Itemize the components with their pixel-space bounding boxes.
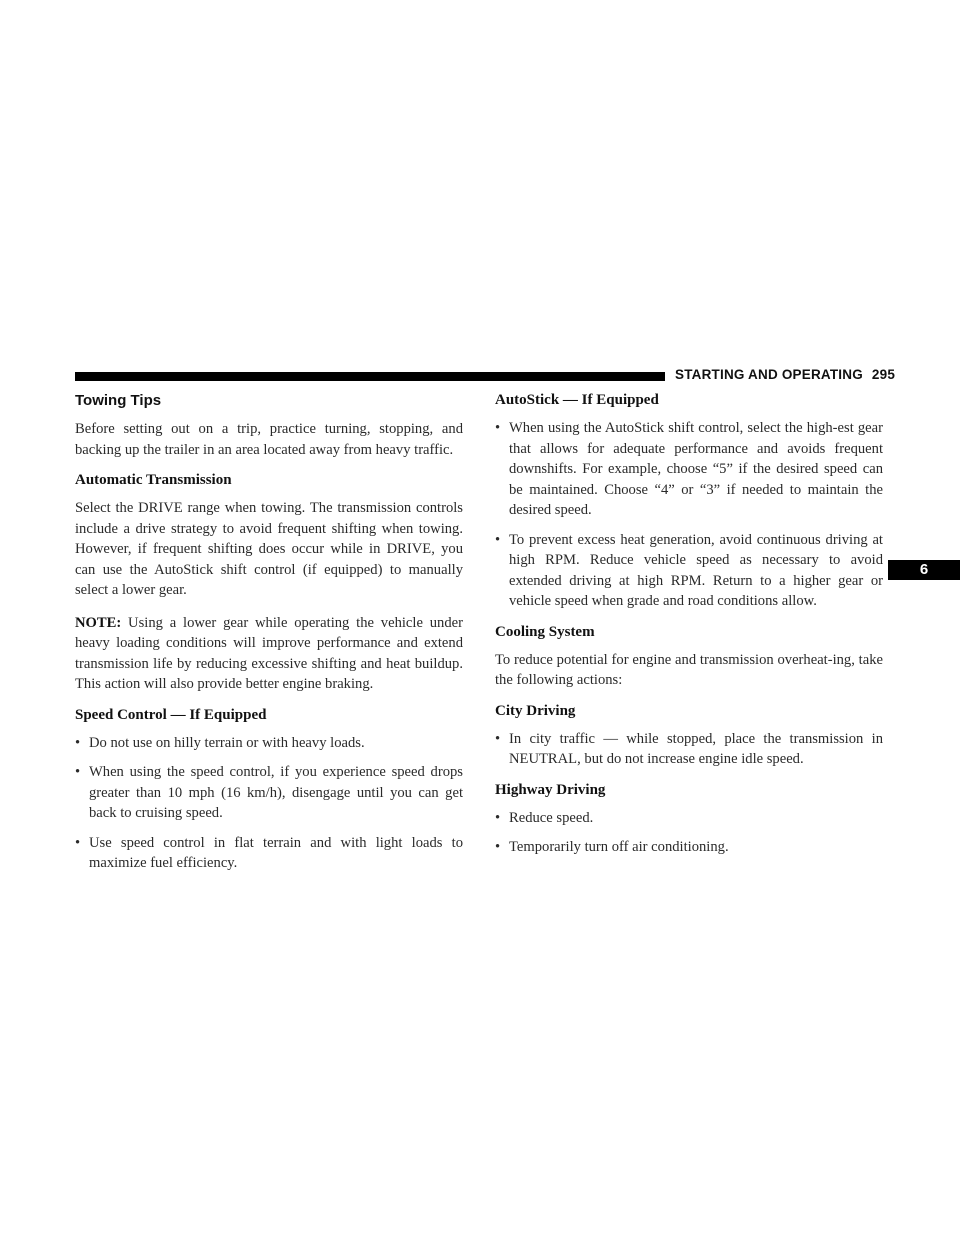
list-item: • When using the speed control, if you experience speed drops greater than 10 mph (16 km/h), disengage until you can get back to cruising speed. [75, 764, 463, 821]
chapter-tab: 6 [888, 560, 960, 580]
section-title: STARTING AND OPERATING [675, 367, 863, 382]
highway-driving-heading: Highway Driving [495, 781, 606, 798]
right-column [495, 392, 883, 870]
running-header [675, 367, 896, 382]
cooling-system-paragraph: To reduce potential for engine and transmission overheat-ing, take the following actions: [495, 651, 883, 688]
list-item: • In city traffic — while stopped, place the transmission in NEUTRAL, but do not increase engine idle speed. [495, 730, 883, 767]
autostick-heading: AutoStick — If Equipped [495, 392, 659, 408]
speed-control-list [75, 733, 463, 874]
list-item: • When using the AutoStick shift control, select the high-est gear that allows for adequate performance and avoids frequent downshifts. For example, choose “5” if the desired speed can be maintained. Choose “4” or “3” if needed to maintain the desired speed. [495, 420, 883, 518]
highway-driving-list [495, 808, 883, 858]
list-item: • To prevent excess heat generation, avoid continuous driving at high RPM. Reduce vehicle speed as necessary to avoid extended driving at high RPM. Return to a higher gear or vehicle speed when grade and road conditions allow. [495, 531, 883, 609]
speed-control-heading: Speed Control — If Equipped [75, 706, 267, 723]
note-paragraph [75, 613, 463, 695]
list-item: • Temporarily turn off air conditioning. [495, 839, 729, 855]
city-driving-heading: City Driving [495, 702, 576, 719]
list-item: • Use speed control in flat terrain and with light loads to maximize fuel efficiency. [75, 834, 463, 871]
automatic-transmission-heading: Automatic Transmission [75, 472, 232, 488]
towing-tips-heading: Towing Tips [75, 392, 162, 409]
automatic-transmission-paragraph: Select the DRIVE range when towing. The transmission controls include a drive strategy to avoid frequent shifting when towing. However, if frequent shifting does occur while in DRIVE, you can use the AutoStick shift control (if equipped) to manually select a lower gear. [75, 500, 463, 598]
city-driving-list [495, 729, 883, 770]
autostick-list [495, 418, 883, 612]
left-column [75, 392, 463, 886]
list-item: • Reduce speed. [495, 809, 594, 826]
header-rule [75, 372, 665, 381]
page-number: 295 [871, 367, 896, 382]
intro-paragraph: Before setting out on a trip, practice turning, stopping, and backing up the trailer in an area located away from heavy traffic. [75, 421, 463, 458]
note-text: Using a lower gear while operating the vehicle under heavy loading conditions will improve performance and extend transmission life by reducing excessive shifting and heat buildup. This action will also provide better engine braking. [75, 614, 463, 692]
cooling-system-heading: Cooling System [495, 623, 595, 640]
list-item: • Do not use on hilly terrain or with heavy loads. [75, 734, 365, 751]
note-label: NOTE: [75, 614, 122, 631]
